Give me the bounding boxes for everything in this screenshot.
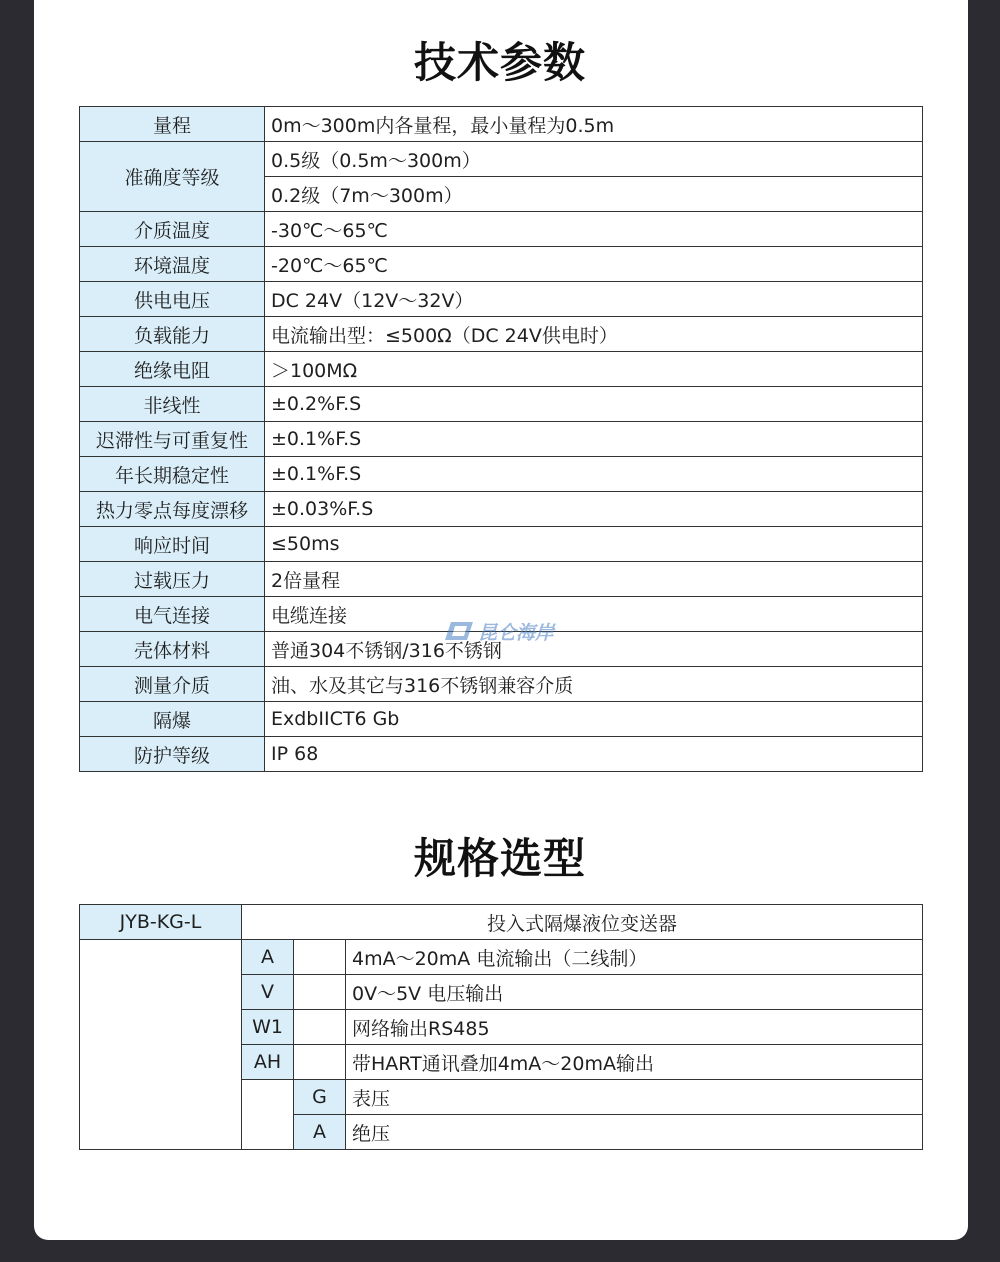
pressure-desc: 表压 (346, 1080, 923, 1115)
model-code: JYB-KG-L (80, 905, 242, 940)
table-row (80, 282, 923, 317)
spec-label: 壳体材料 (80, 632, 265, 667)
output-code: W1 (242, 1010, 294, 1045)
spec-value: ExdbIICT6 Gb (265, 702, 923, 737)
blank-cell (294, 940, 346, 975)
brand-watermark (443, 618, 554, 644)
model-blank-cell (80, 940, 242, 1150)
spec-label: 绝缘电阻 (80, 352, 265, 387)
spec-value: -20℃～65℃ (265, 247, 923, 282)
spec-value: ±0.03%F.S (265, 492, 923, 527)
output-desc: 0V～5V 电压输出 (346, 975, 923, 1010)
table-row (80, 387, 923, 422)
spec-value: 油、水及其它与316不锈钢兼容介质 (265, 667, 923, 702)
blank-cell (294, 1010, 346, 1045)
spec-label: 响应时间 (80, 527, 265, 562)
table-row (80, 247, 923, 282)
table-row (80, 527, 923, 562)
spec-label: 防护等级 (80, 737, 265, 772)
spec-label: 测量介质 (80, 667, 265, 702)
spec-label: 年长期稳定性 (80, 457, 265, 492)
spec-label: 环境温度 (80, 247, 265, 282)
model-selection-table (79, 904, 923, 1150)
output-code: A (242, 940, 294, 975)
table-row (80, 107, 923, 142)
spec-value: 0.5级（0.5m～300m） (265, 142, 923, 177)
table-row (80, 940, 923, 975)
tech-params-heading: 技术参数 (413, 38, 586, 87)
spec-label: 电气连接 (80, 597, 265, 632)
output-desc: 4mA～20mA 电流输出（二线制） (346, 940, 923, 975)
spec-table (79, 106, 923, 772)
table-row (80, 667, 923, 702)
pressure-code: A (294, 1115, 346, 1150)
table-row (80, 422, 923, 457)
table-row (80, 457, 923, 492)
spec-value: ≤50ms (265, 527, 923, 562)
blank-cell (294, 1045, 346, 1080)
blank-cell (294, 975, 346, 1010)
spec-label: 热力零点每度漂移 (80, 492, 265, 527)
table-row (80, 492, 923, 527)
pressure-code: G (294, 1080, 346, 1115)
table-row (80, 702, 923, 737)
spec-value: -30℃～65℃ (265, 212, 923, 247)
table-row (80, 317, 923, 352)
spec-label: 准确度等级 (80, 142, 265, 212)
spec-label: 供电电压 (80, 282, 265, 317)
spec-value: DC 24V（12V～32V） (265, 282, 923, 317)
spec-value: 电流输出型：≤500Ω（DC 24V供电时） (265, 317, 923, 352)
spec-value: ±0.1%F.S (265, 422, 923, 457)
table-row (80, 562, 923, 597)
spec-label: 隔爆 (80, 702, 265, 737)
spec-value: 2倍量程 (265, 562, 923, 597)
spec-value: ±0.2%F.S (265, 387, 923, 422)
output-desc: 带HART通讯叠加4mA～20mA输出 (346, 1045, 923, 1080)
spec-label: 负载能力 (80, 317, 265, 352)
spec-value: ＞100MΩ (265, 352, 923, 387)
blank-cell (242, 1080, 294, 1150)
table-row (80, 212, 923, 247)
output-code: V (242, 975, 294, 1010)
table-row (80, 142, 923, 177)
brand-logo-icon (443, 620, 475, 642)
spec-value: 0.2级（7m～300m） (265, 177, 923, 212)
spec-value: IP 68 (265, 737, 923, 772)
output-code: AH (242, 1045, 294, 1080)
watermark-text: 昆仑海岸 (478, 621, 555, 644)
spec-value: 电缆连接 (265, 597, 923, 632)
model-description: 投入式隔爆液位变送器 (242, 905, 923, 940)
spec-value: 0m～300m内各量程，最小量程为0.5m (265, 107, 923, 142)
spec-label: 过载压力 (80, 562, 265, 597)
output-desc: 网络输出RS485 (346, 1010, 923, 1045)
table-row (80, 737, 923, 772)
spec-label: 介质温度 (80, 212, 265, 247)
model-selection-heading: 规格选型 (413, 834, 586, 883)
spec-value: 普通304不锈钢/316不锈钢 (265, 632, 923, 667)
pressure-desc: 绝压 (346, 1115, 923, 1150)
table-row (80, 905, 923, 940)
spec-label: 非线性 (80, 387, 265, 422)
spec-label: 迟滞性与可重复性 (80, 422, 265, 457)
spec-value: ±0.1%F.S (265, 457, 923, 492)
table-row (80, 352, 923, 387)
spec-label: 量程 (80, 107, 265, 142)
